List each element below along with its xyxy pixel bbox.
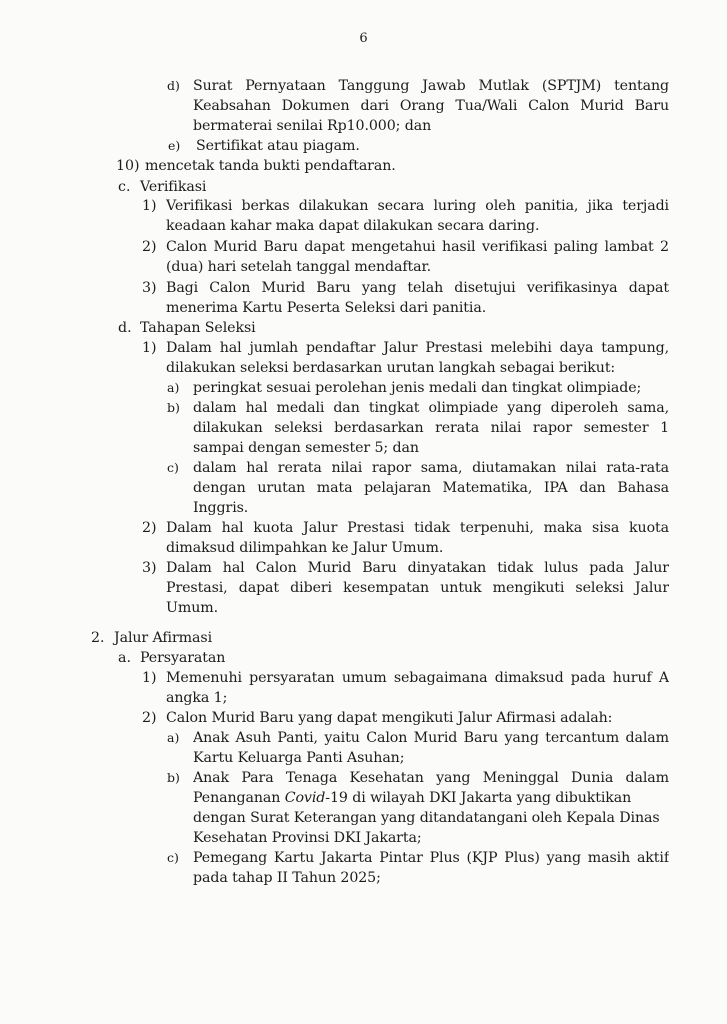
list-marker: e) xyxy=(168,138,181,153)
list-marker: c) xyxy=(167,460,179,475)
list-marker: d) xyxy=(167,78,180,93)
paragraph-line: mencetak tanda bukti pendaftaran. xyxy=(145,158,396,174)
paragraph-line: Dalam hal Calon Murid Baru dinyatakan tidak lulus pada Jalur xyxy=(166,560,669,576)
paragraph-line: sampai dengan semester 5; dan xyxy=(193,440,419,456)
paragraph-line: dalam hal rerata nilai rapor sama, diutamakan nilai rata-rata xyxy=(193,460,669,476)
section-heading: Tahapan Seleksi xyxy=(140,320,256,336)
paragraph-line: Anak Para Tenaga Kesehatan yang Meninggal Dunia dalam xyxy=(193,770,669,786)
paragraph-line: Dalam hal jumlah pendaftar Jalur Prestasi melebihi daya tampung, xyxy=(166,340,669,356)
paragraph-line: Verifikasi berkas dilakukan secara luring oleh panitia, jika terjadi xyxy=(166,198,669,214)
list-marker: 3) xyxy=(142,280,157,296)
paragraph-line: Surat Pernyataan Tanggung Jawab Mutlak (SPTJM) tentang xyxy=(193,78,669,94)
paragraph-line: dalam hal medali dan tingkat olimpiade yang diperoleh sama, xyxy=(193,400,669,416)
paragraph-line: dengan Surat Keterangan yang ditandatangani oleh Kepala Dinas xyxy=(193,810,660,826)
paragraph-line: peringkat sesuai perolehan jenis medali dan tingkat olimpiade; xyxy=(193,380,642,396)
section-marker: d. xyxy=(118,320,132,336)
list-marker: 2) xyxy=(142,520,157,536)
paragraph-line: Kartu Keluarga Panti Asuhan; xyxy=(193,750,405,766)
paragraph-line: Keabsahan Dokumen dari Orang Tua/Wali Calon Murid Baru xyxy=(193,98,669,114)
section-marker: c. xyxy=(118,179,131,195)
paragraph-line: dimaksud dilimpahkan ke Jalur Umum. xyxy=(166,540,444,556)
paragraph-line: dilakukan seleksi berdasarkan urutan langkah sebagai berikut: xyxy=(166,360,616,376)
paragraph-line: Umum. xyxy=(166,600,219,616)
list-marker: 1) xyxy=(142,670,157,686)
paragraph-line: Memenuhi persyaratan umum sebagaimana dimaksud pada huruf A xyxy=(166,670,669,686)
section-heading: Jalur Afirmasi xyxy=(114,630,213,646)
text-run: Penanganan xyxy=(193,790,285,806)
list-marker: 2) xyxy=(142,710,157,726)
list-marker: 2) xyxy=(142,239,157,255)
section-heading: Verifikasi xyxy=(140,179,207,195)
list-marker: 3) xyxy=(142,560,157,576)
paragraph-line: angka 1; xyxy=(166,690,228,706)
paragraph-line: Anak Asuh Panti, yaitu Calon Murid Baru yang tercantum dalam xyxy=(193,730,669,746)
paragraph-line: Sertifikat atau piagam. xyxy=(196,138,360,154)
paragraph-line: Kesehatan Provinsi DKI Jakarta; xyxy=(193,830,422,846)
paragraph-line: pada tahap II Tahun 2025; xyxy=(193,870,381,886)
italic-text: Covid xyxy=(284,790,326,806)
page-number: 6 xyxy=(359,31,368,46)
paragraph-line: Calon Murid Baru yang dapat mengikuti Jalur Afirmasi adalah: xyxy=(166,710,613,726)
paragraph-line: Prestasi, dapat diberi kesempatan untuk mengikuti seleksi Jalur xyxy=(166,580,669,596)
section-heading: Persyaratan xyxy=(140,650,226,666)
paragraph-line xyxy=(193,788,631,808)
list-marker: 1) xyxy=(142,340,157,356)
section-marker: 2. xyxy=(91,630,105,646)
paragraph-line: menerima Kartu Peserta Seleksi dari panitia. xyxy=(166,300,487,316)
section-marker: a. xyxy=(118,650,131,666)
paragraph-line: bermaterai senilai Rp10.000; dan xyxy=(193,118,432,134)
paragraph-line: Inggris. xyxy=(193,500,249,516)
paragraph-line: dilakukan seleksi berdasarkan rerata nilai rapor semester 1 xyxy=(193,420,669,436)
list-marker: 1) xyxy=(142,198,157,214)
paragraph-line: dengan urutan mata pelajaran Matematika, IPA dan Bahasa xyxy=(193,480,669,496)
text-run: -19 di wilayah DKI Jakarta yang dibuktikan xyxy=(325,790,632,806)
list-marker: b) xyxy=(167,400,180,415)
paragraph-line: keadaan kahar maka dapat dilakukan secara daring. xyxy=(166,218,540,234)
list-marker: a) xyxy=(167,380,180,395)
paragraph-line: (dua) hari setelah tanggal mendaftar. xyxy=(166,259,432,275)
list-marker: a) xyxy=(167,730,180,745)
list-marker: 10) xyxy=(116,158,140,174)
paragraph-line: Pemegang Kartu Jakarta Pintar Plus (KJP Plus) yang masih aktif xyxy=(193,850,669,866)
paragraph-line: Dalam hal kuota Jalur Prestasi tidak terpenuhi, maka sisa kuota xyxy=(166,520,669,536)
paragraph-line: Calon Murid Baru dapat mengetahui hasil verifikasi paling lambat 2 xyxy=(166,239,669,255)
list-marker: b) xyxy=(167,770,180,785)
list-marker: c) xyxy=(167,850,179,865)
paragraph-line: Bagi Calon Murid Baru yang telah disetujui verifikasinya dapat xyxy=(166,280,669,296)
